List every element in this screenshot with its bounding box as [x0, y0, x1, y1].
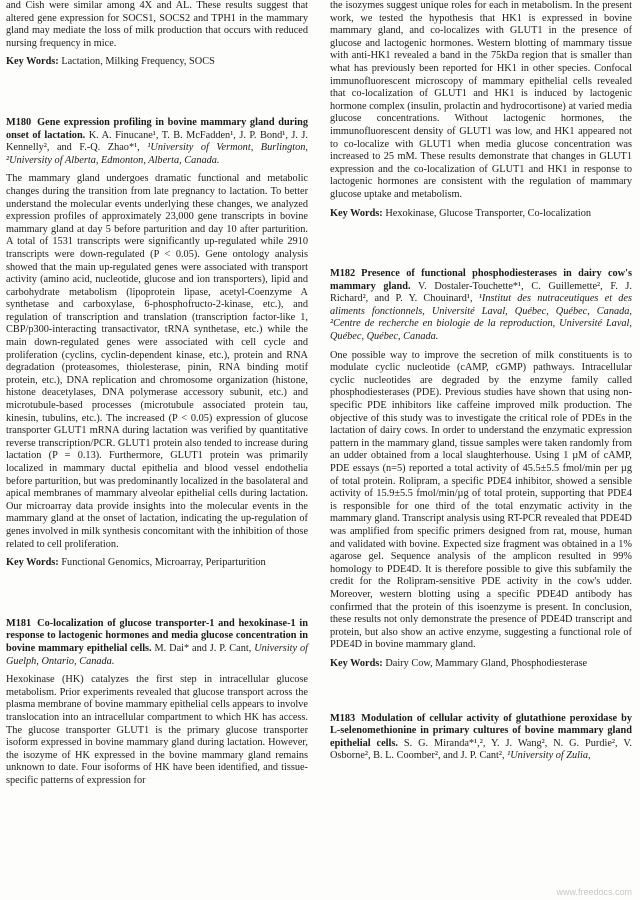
- keywords-text: Functional Genomics, Microarray, Periparturition: [61, 557, 266, 569]
- abstract-body: One possible way to improve the secretion of milk constituents is to modulate cyclic nucleotide (cAMP, cGMP) pathways. Intracellular cyclic nucleotides are degraded by the enzyme family called phosphodiesterases (PDE). Previous studies have shown that using non-specific PDE inhibitors like caffeine improved milk production. The objective of this study was to investigate the critical role of PDEs in the lactation of dairy cows. In order to understand the enzymatic expression pattern in the mammary gland, tissue samples were taken randomly from an udder obtained from a local slaughterhouse. Using 1 µM of cAMP, PDE essays (n=5) reported a total activity of 45.5±5.5 fmol/min per µg of total protein. Rolipram, a specific PDE4 inhibitor, showed a sensible activity of 15.9±5.5 fmol/min/µg of total protein, supporting that PDE4 is responsible for one third of the total enzymatic activity in the mammary gland. Transcript analysis using RT-PCR revealed that PDE4D was amplified from specific primers designed from rat, mouse, human and validated with bovine. Expected size fragment was obtained in a 1% agarose gel. Sequence analysis of the amplicon resulted in 99% homology to PDE4D. It is therefore possible to give this subfamily the credit for the Rolipram-sensitive PDE activity in the cow's udder. Moreover, western blotting using a specific PDE4D antibody has confirmed that the protein of this isoenzyme is present. In conclusion, these results not only demonstrate the presence of PDE4D transcript and protein, but also show an active enzyme, suggesting a functional role of PDE4D in bovine mammary gland.: [330, 349, 632, 651]
- keywords-label: Key Words:: [6, 56, 59, 68]
- abstract-authors: V. Dostaler-Touchette*¹, C. Guillemette², F. J. Richard², and P. Y. Chouinard¹,: [330, 280, 633, 305]
- abstract-title: Presence of functional phosphodiesterases in dairy cow's mammary gland.: [330, 268, 632, 292]
- abstract-keywords: [330, 658, 632, 671]
- abstract-keywords: [6, 557, 308, 570]
- watermark: www.freedocs.com: [556, 887, 632, 897]
- continued-abstract-text: and Cish were similar among 4X and AL. These results suggest that altered gene expression for SOCS1, SOCS2 and TPH1 in the mammary gland may mediate the loss of milk production that occurs with reduced nursing frequency in mice.: [6, 0, 308, 49]
- keywords-text: Lactation, Milking Frequency, SOCS: [61, 56, 215, 68]
- abstract-number: M180: [6, 116, 32, 128]
- abstract-m182: [330, 268, 632, 670]
- continued-keywords: [6, 56, 308, 69]
- abstract-title: Modulation of cellular activity of glutathione peroxidase by L-selenomethionine in primary cultures of bovine mammary gland epithelial cells.: [330, 712, 632, 749]
- keywords-text: Hexokinase, Glucose Transporter, Co-localization: [385, 207, 592, 219]
- right-column: [330, 0, 632, 769]
- keywords-text: Dairy Cow, Mammary Gland, Phosphodiesterase: [385, 657, 588, 669]
- abstract-m181-keywords: [330, 208, 632, 221]
- abstract-heading: [330, 268, 632, 344]
- abstract-heading: [6, 117, 308, 167]
- abstract-affiliation: ¹Institut des nutraceutiques et des aliments fonctionnels, Université Laval, Québec, Québec, Canada, ²Centre de recherche en biologie de la reproduction, Université Laval, Québec, Québec, Canada.: [330, 293, 632, 343]
- abstract-affiliation: ¹University of Vermont, Burlington, ²University of Alberta, Edmonton, Alberta, Canada.: [6, 142, 308, 166]
- abstract-number: M181: [6, 617, 32, 629]
- keywords-label: Key Words:: [6, 557, 59, 569]
- keywords-label: Key Words:: [330, 207, 383, 219]
- abstract-m181: [6, 618, 308, 788]
- abstract-authors: S. G. Miranda*¹,², Y. J. Wang², N. G. Purdie², V. Osborne², B. L. Coomber², and J. P. Cant²,: [330, 737, 632, 762]
- abstract-authors: M. Dai* and J. P. Cant,: [154, 642, 252, 654]
- abstract-m183: [330, 713, 632, 763]
- abstract-number: M183: [330, 712, 356, 724]
- abstract-body: The mammary gland undergoes dramatic functional and metabolic changes during the transition from late pregnancy to lactation. To better understand the molecular events underlying these changes, we analyzed expression profiles of approximately 23,000 gene transcripts in bovine mammary gland at day 5 before parturition and day 10 after parturition. A total of 1531 transcripts were significantly up-regulated while 2910 transcripts were down-regulated (P < 0.05). Gene ontology analysis showed that the main up-regulated genes were associated with transport activity (amino acid, nucleotide, glucose and ion transporters), lipid and carbohydrate metabolism (lipoprotein lipase, acetyl-Coenzyme A synthetase and carboxylase, 6-phosphofructo-2-kinase, etc.), and regulation of transcription and translation (transcription factor-like 1, CBP/p300-interacting transactivator, tRNA synthetase, etc.) while the main down-regulated genes were associated with cell cycle and proliferation (cyclins, cyclin-dependent kinase, etc.), protein and RNA degradation (proteasomes, thiolesterase, pinin, RNA binding motif protein, etc.), DNA replication and chromosome organization (histone, histone deacetylases, DNA polymerase accessory subunit, etc.) and microtubule-based processes (microtubule associated protein tau, kinesin, tubulins, etc.). The increased (P < 0.05) expression of glucose transporter GLUT1 mRNA during lactation was verified by quantitative reverse transcription/PCR. GLUT1 protein also tended to increase during lactation (P = 0.13). Furthermore, GLUT1 protein was primarily localized in mammary ductal epithelia and blood vessel endothelia before parturition, but was predominantly localized in the basolateral and apical membranes of mammary alveolar epithelial cells during lactation. Our microarray data provide insights into the molecular events in the mammary gland at the onset of lactation, indicating the up-regulation of genes involved in milk synthesis concomitant with the inhibition of those related to cell proliferation.: [6, 173, 309, 550]
- abstract-m180: [6, 117, 308, 570]
- abstract-affiliation: University of Guelph, Ontario, Canada.: [6, 642, 309, 667]
- abstract-title: Co-localization of glucose transporter-1 and hexokinase-1 in response to lactogenic hormones and media glucose concentration in bovine mammary epithelial cells.: [6, 617, 308, 654]
- abstract-heading: [6, 618, 308, 668]
- abstract-affiliation: ¹University of Zulia,: [507, 750, 591, 762]
- left-column: [6, 0, 308, 793]
- abstract-title: Gene expression profiling in bovine mammary gland during onset of lactation.: [6, 116, 308, 141]
- abstract-m181-continued: the isozymes suggest unique roles for each in metabolism. In the present work, we tested the hypothesis that HK1 is expressed in bovine mammary gland, and co-localizes with GLUT1 in the presence of glucose and lactogenic hormones. Western blotting of mammary tissue with anti-HK1 revealed a band in the 75kDa region that is smaller than what has previously been reported for HK1 in other species. Confocal immunofluorescent microscopy of mammary epithelial cells revealed that co-localization of GLUT1 and HK1 is induced by lactogenic hormone complex (insulin, prolactin and hydrocortisone) at varied media glucose concentrations. Without lactogenic hormones, the immunofluorescent density of GLUT1 was low, and HK1 appeared not to co-localize with GLUT1 when media glucose concentration was increased to 25 mM. These results demonstrate that changes in GLUT1 expression and the co-localization of GLUT1 and HK1 in response to lactogenic hormones are consistent with the regulation of mammary glucose uptake and metabolism.: [330, 0, 632, 200]
- abstract-body: Hexokinase (HK) catalyzes the first step in intracellular glucose metabolism. Prior experiments revealed that glucose transport across the plasma membrane of bovine mammary epithelial cells appears to involve translocation into an intracellular compartment to which HK has access. The glucose transporter GLUT1 is the primary glucose transporter isoform expressed in bovine mammary gland during lactation. However, the isozyme of HK expressed in the bovine mammary gland remains unknown to date. Four isoforms of HK have been identified, and tissue-specific patterns of expression for: [6, 674, 308, 786]
- keywords-label: Key Words:: [330, 657, 383, 669]
- abstract-number: M182: [330, 268, 356, 280]
- abstract-heading: [330, 713, 632, 763]
- abstract-authors: K. A. Finucane¹, T. B. McFadden¹, J. P. Bond¹, J. J. Kennelly², and F.-Q. Zhao*¹,: [6, 129, 308, 154]
